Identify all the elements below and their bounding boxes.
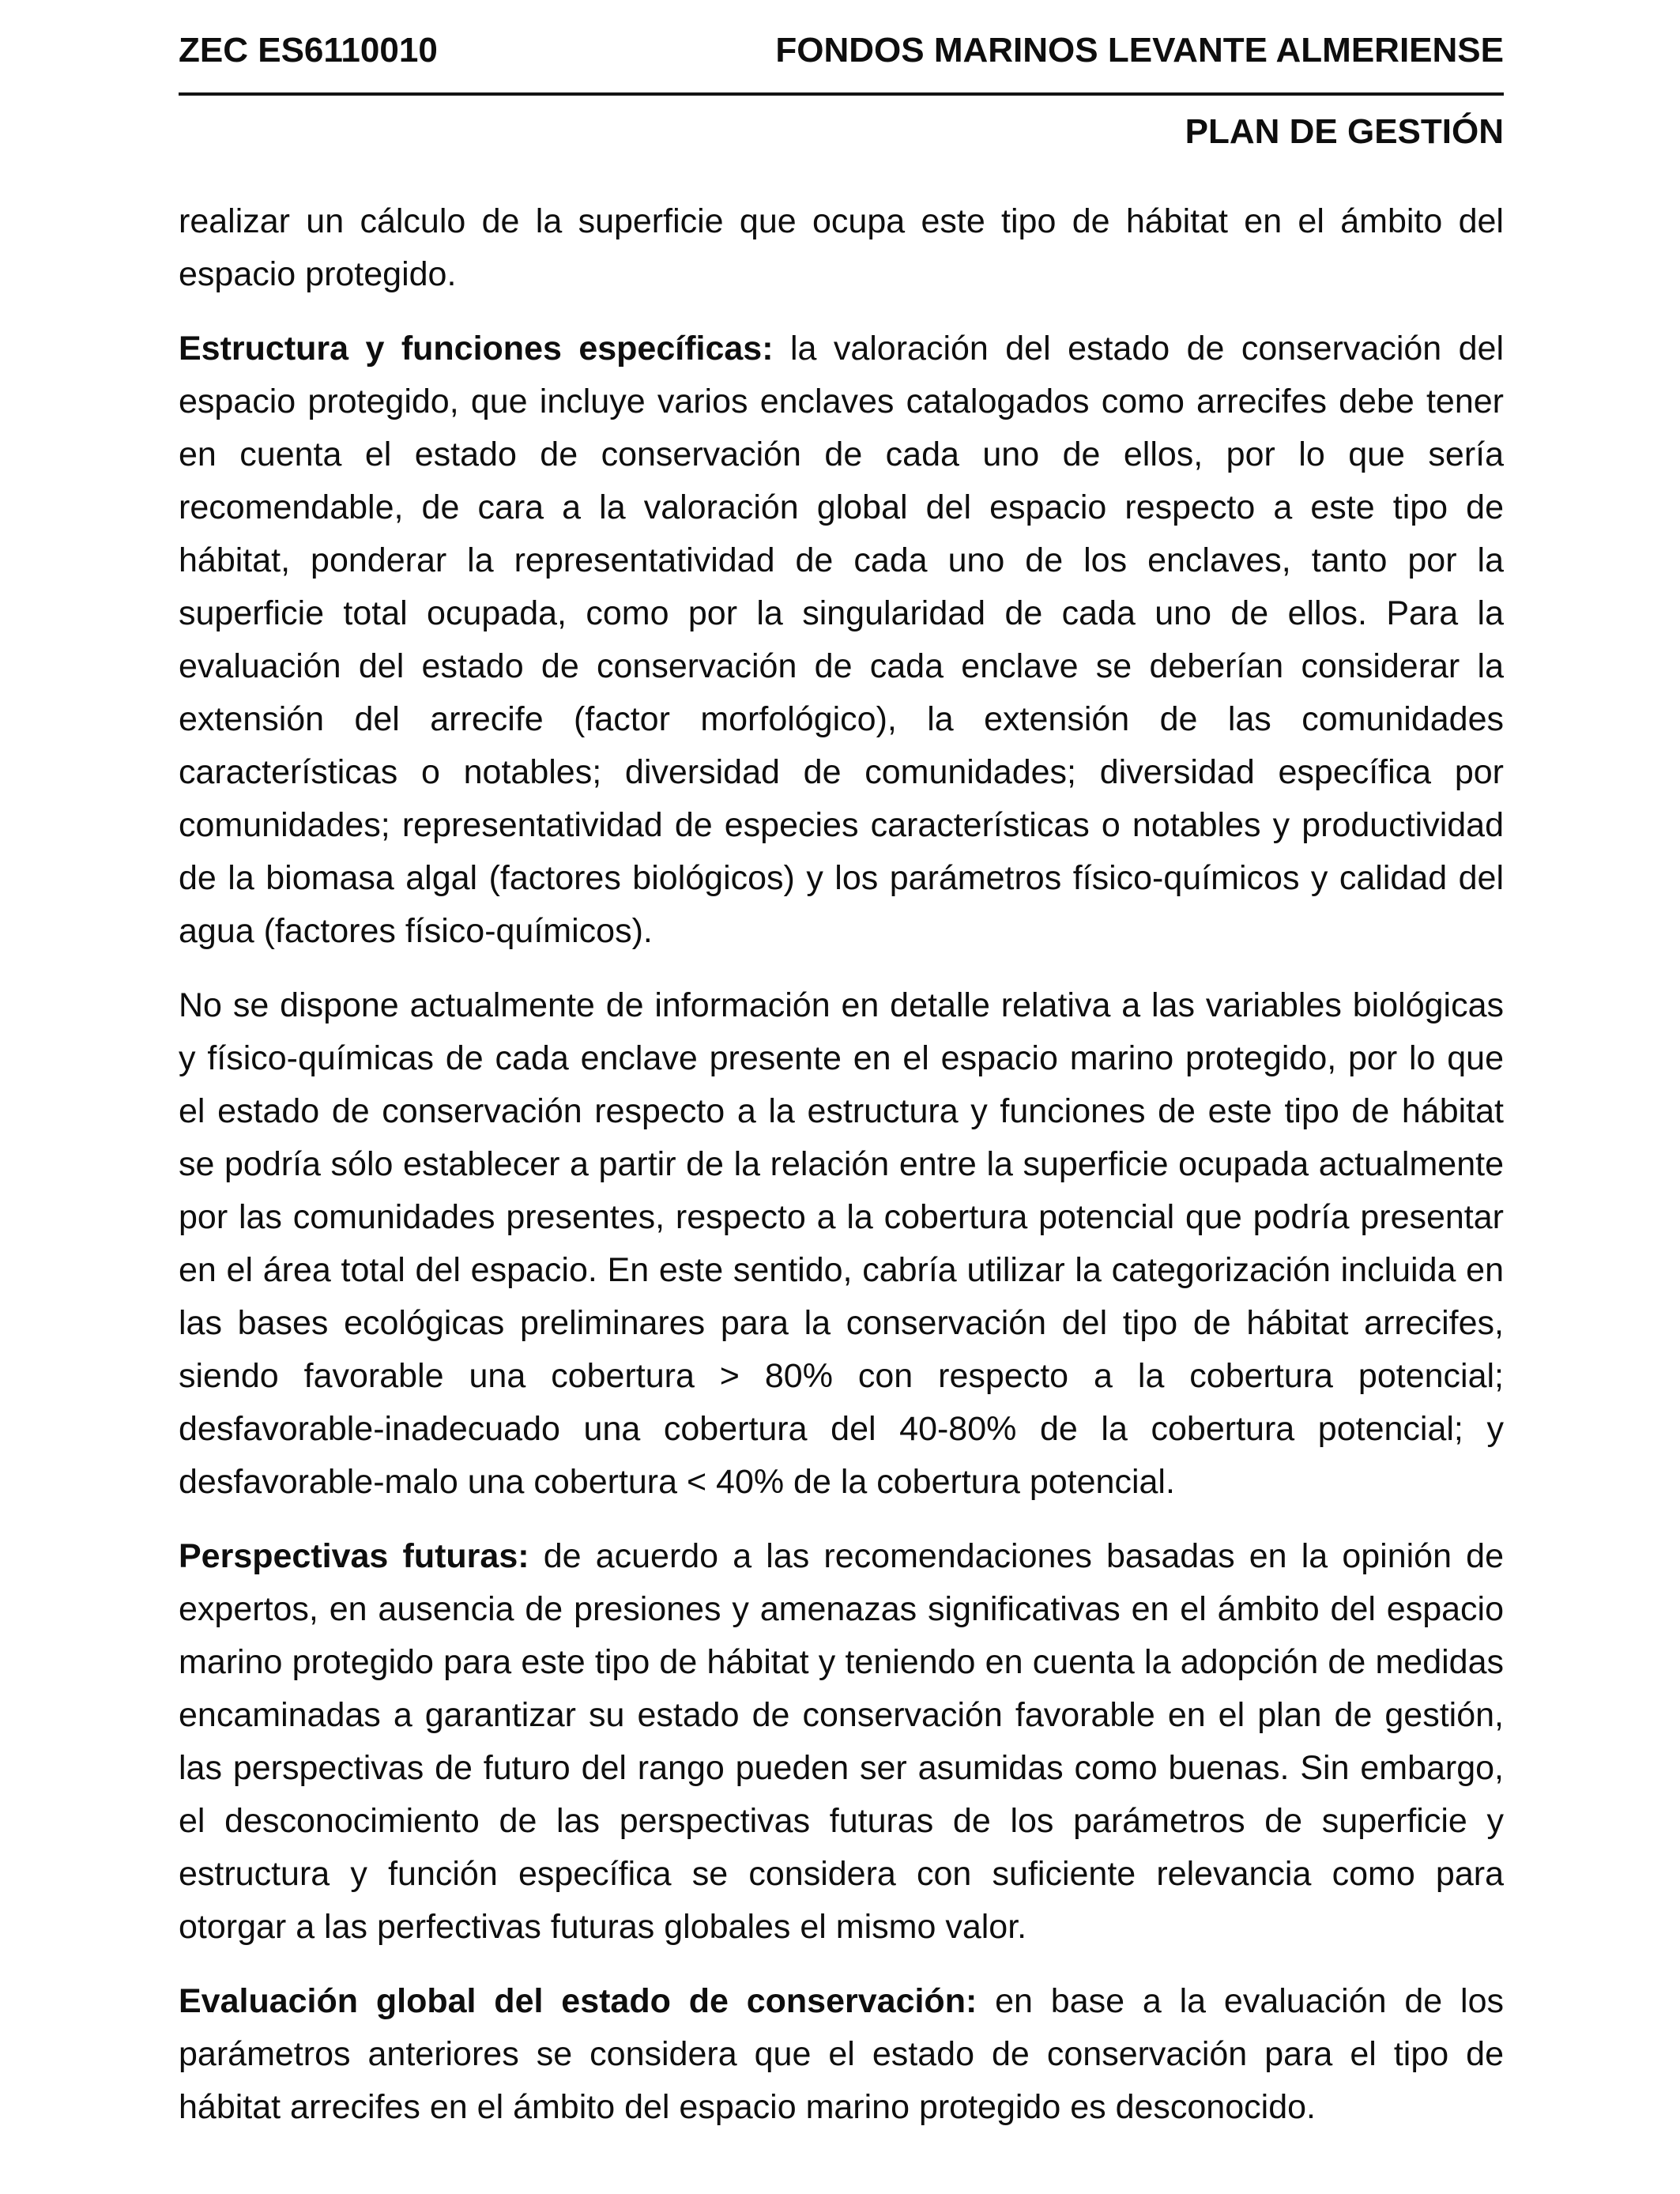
paragraph: [179, 979, 1504, 1509]
paragraph: [179, 1975, 1504, 2134]
header-divider: [179, 92, 1504, 96]
paragraph: [179, 322, 1504, 958]
doc-code: ZEC ES6110010: [179, 31, 438, 70]
paragraph: [179, 1530, 1504, 1954]
paragraph: [179, 195, 1504, 301]
paragraph-text: de acuerdo a las recomendaciones basadas en la opinión de expertos, en ausencia de presiones y amenazas significativas en el ámbito del espacio marino protegido para este tipo de hábitat y teniendo en cuenta la adopción de medidas encaminadas a garantizar su estado de conservación favorable en el plan de gestión, las perspectivas de futuro del rango pueden ser asumidas como buenas. Sin embargo, el desconocimiento de las perspectivas futuras de los parámetros de superficie y estructura y función específica se considera con suficiente relevancia como para otorgar a las perfectivas futuras globales el mismo valor.: [179, 1537, 1504, 1946]
paragraph-lead: Perspectivas futuras:: [179, 1537, 529, 1575]
paragraph-lead: Evaluación global del estado de conservación:: [179, 1982, 977, 2020]
document-body: [179, 195, 1504, 2134]
doc-title: FONDOS MARINOS LEVANTE ALMERIENSE: [775, 31, 1504, 70]
paragraph-text: en base a la evaluación de los parámetros anteriores se considera que el estado de conservación para el tipo de hábitat arrecifes en el ámbito del espacio marino protegido es desconocido.: [179, 1982, 1504, 2126]
paragraph-text: la valoración del estado de conservación del espacio protegido, que incluye varios enclaves catalogados como arrecifes debe tener en cuenta el estado de conservación de cada uno de ellos, por lo que sería recomendable, de cara a la valoración global del espacio respecto a este tipo de hábitat, ponderar la representatividad de cada uno de los enclaves, tanto por la superficie total ocupada, como por la singularidad de cada uno de ellos. Para la evaluación del estado de conservación de cada enclave se deberían considerar la extensión del arrecife (factor morfológico), la extensión de las comunidades características o notables; diversidad de comunidades; diversidad específica por comunidades; representatividad de especies características o notables y productividad de la biomasa algal (factores biológicos) y los parámetros físico-químicos y calidad del agua (factores físico-químicos).: [179, 330, 1505, 950]
paragraph-lead: Estructura y funciones específicas:: [179, 330, 774, 368]
paragraph-text: realizar un cálculo de la superficie que ocupa este tipo de hábitat en el ámbito del espacio protegido.: [179, 202, 1504, 293]
doc-subtitle: PLAN DE GESTIÓN: [1185, 112, 1504, 151]
paragraph-text: No se dispone actualmente de información en detalle relativa a las variables biológicas y físico-químicas de cada enclave presente en el espacio marino protegido, por lo que el estado de conservación respecto a la estructura y funciones de este tipo de hábitat se podría sólo establecer a partir de la relación entre la superficie ocupada actualmente por las comunidades presentes, respecto a la cobertura potencial que podría presentar en el área total del espacio. En este sentido, cabría utilizar la categorización incluida en las bases ecológicas preliminares para la conservación del tipo de hábitat arrecifes, siendo favorable una cobertura > 80% con respecto a la cobertura potencial; desfavorable-inadecuado una cobertura del 40-80% de la cobertura potencial; y desfavorable-malo una cobertura < 40% de la cobertura potencial.: [179, 986, 1504, 1501]
page-header: [179, 32, 1504, 70]
